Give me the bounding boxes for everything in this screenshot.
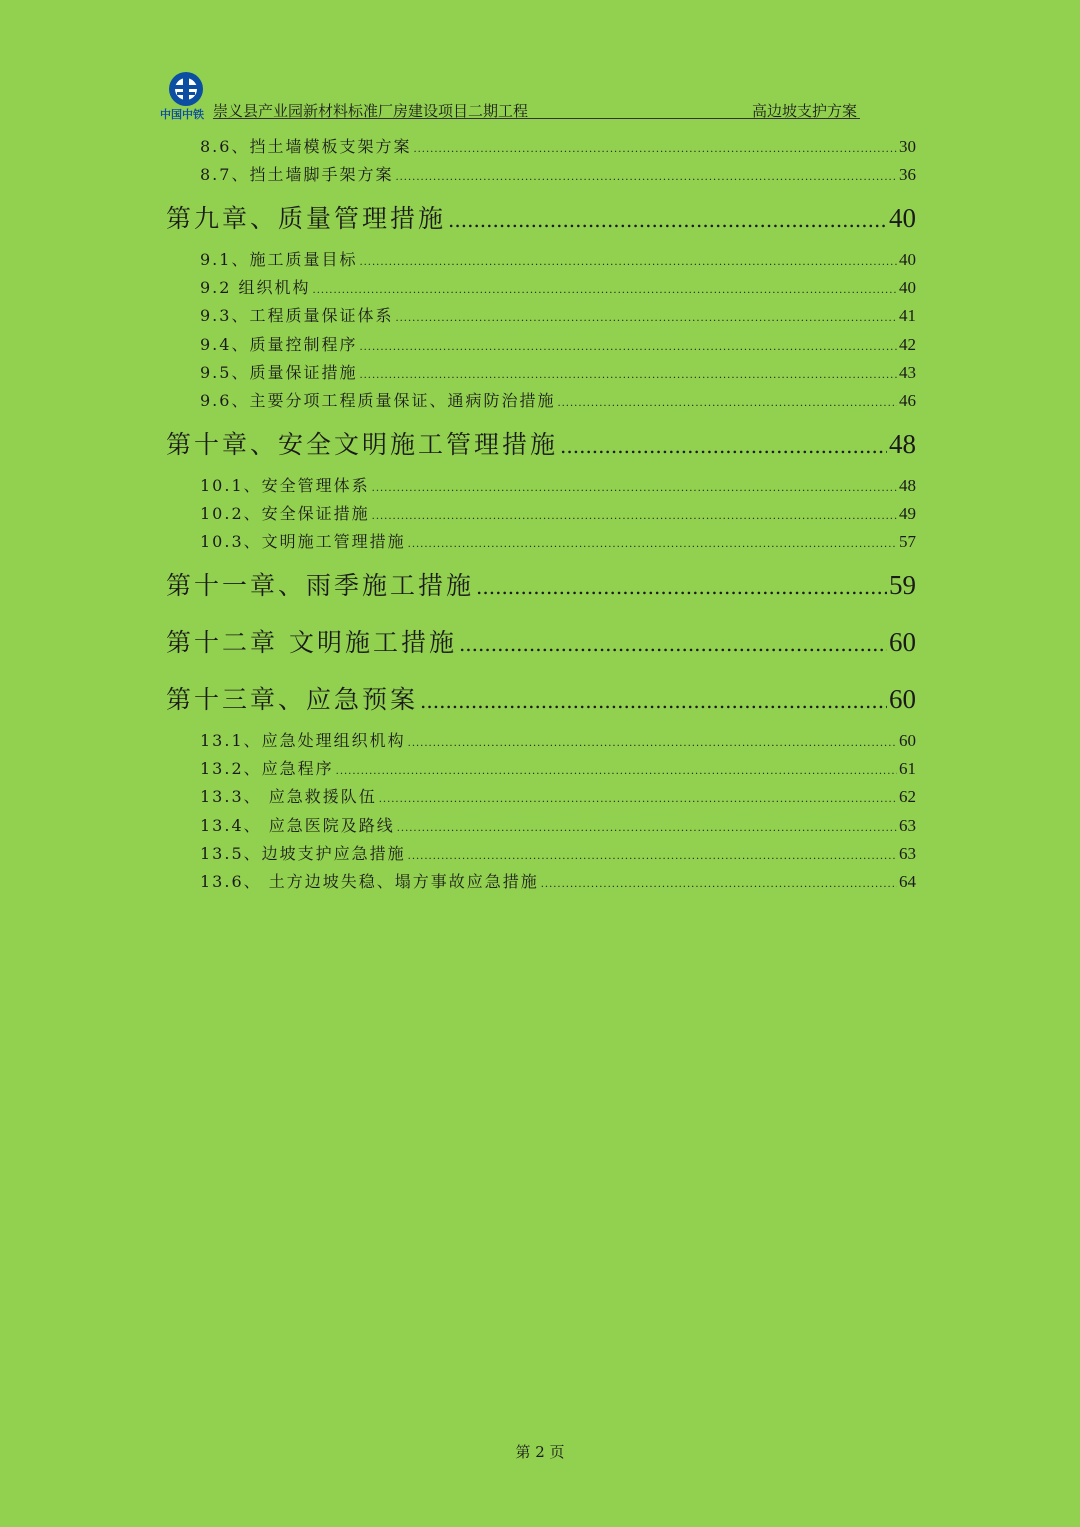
toc-entry-page: 43 (899, 363, 916, 382)
toc-chapter-page: 60 (889, 627, 916, 657)
toc-leader-dots (313, 278, 897, 297)
toc-entry-page: 63 (899, 844, 916, 863)
document-title: 高边坡支护方案 (751, 102, 857, 120)
toc-chapter-title: 第十三章、应急预案 (166, 685, 419, 714)
toc-entry-page: 36 (899, 165, 916, 184)
toc-entry-page: 30 (899, 137, 916, 156)
toc-leader-dots (359, 363, 897, 382)
toc-entry-title: 13.1、应急处理组织机构 (200, 731, 406, 750)
toc-entry-page: 60 (899, 731, 916, 750)
toc-leader-dots (557, 391, 897, 410)
toc-leader-dots (413, 137, 897, 156)
toc-leader-dots (336, 759, 897, 778)
toc-leader-dots (459, 628, 887, 657)
toc-entry-13-4[interactable] (166, 813, 916, 836)
toc-chapter-11[interactable] (166, 566, 916, 602)
toc-entry-title: 9.4、质量控制程序 (200, 335, 358, 354)
page-header (160, 70, 860, 120)
toc-leader-dots (395, 165, 897, 184)
toc-entry-page: 40 (899, 278, 916, 297)
toc-leader-dots (359, 250, 897, 269)
toc-leader-dots (420, 685, 887, 714)
toc-entry-9-1[interactable] (166, 247, 916, 270)
toc-entry-title: 9.3、工程质量保证体系 (200, 306, 394, 325)
toc-entry-8-7[interactable] (166, 162, 916, 185)
toc-chapter-page: 59 (889, 570, 916, 600)
toc-entry-title: 9.5、质量保证措施 (200, 363, 358, 382)
toc-entry-10-3[interactable] (166, 529, 916, 552)
toc-leader-dots (359, 335, 897, 354)
toc-leader-dots (408, 844, 897, 863)
toc-chapter-12[interactable] (166, 623, 916, 659)
toc-chapter-9[interactable] (166, 199, 916, 235)
toc-entry-9-3[interactable] (166, 303, 916, 326)
header-divider (213, 118, 860, 119)
toc-entry-title: 9.2 组织机构 (200, 278, 311, 297)
toc-leader-dots (448, 204, 887, 233)
toc-leader-dots (372, 476, 897, 495)
toc-entry-10-2[interactable] (166, 501, 916, 524)
toc-entry-13-2[interactable] (166, 756, 916, 779)
toc-entry-title: 10.2、安全保证措施 (200, 504, 370, 523)
page-number-footer: 第 2 页 (515, 1443, 565, 1461)
toc-leader-dots (372, 504, 897, 523)
toc-entry-title: 8.7、挡土墙脚手架方案 (200, 165, 394, 184)
toc-chapter-page: 40 (889, 203, 916, 233)
toc-entry-10-1[interactable] (166, 473, 916, 496)
toc-entry-9-2[interactable] (166, 275, 916, 298)
toc-entry-page: 61 (899, 759, 916, 778)
toc-entry-8-6[interactable] (166, 134, 916, 157)
toc-entry-9-4[interactable] (166, 332, 916, 355)
toc-entry-title: 13.5、边坡支护应急措施 (200, 844, 406, 863)
toc-chapter-title: 第十二章 文明施工措施 (166, 628, 457, 657)
toc-chapter-title: 第十一章、雨季施工措施 (166, 571, 475, 600)
toc-chapter-title: 第十章、安全文明施工管理措施 (166, 430, 559, 459)
toc-entry-title: 13.2、应急程序 (200, 759, 334, 778)
toc-leader-dots (560, 430, 887, 459)
toc-entry-page: 57 (899, 532, 916, 551)
toc-entry-title: 13.4、 应急医院及路线 (200, 816, 395, 835)
toc-chapter-title: 第九章、质量管理措施 (166, 204, 447, 233)
toc-entry-page: 42 (899, 335, 916, 354)
toc-chapter-10[interactable] (166, 425, 916, 461)
project-title: 崇义县产业园新材料标准厂房建设项目二期工程 (213, 102, 529, 120)
toc-leader-dots (397, 816, 897, 835)
toc-entry-title: 10.1、安全管理体系 (200, 476, 370, 495)
toc-leader-dots (408, 731, 897, 750)
toc-entry-title: 9.1、施工质量目标 (200, 250, 358, 269)
toc-entry-page: 48 (899, 476, 916, 495)
toc-entry-13-6[interactable] (166, 869, 916, 892)
toc-leader-dots (541, 872, 897, 891)
toc-chapter-13[interactable] (166, 680, 916, 716)
toc-entry-page: 49 (899, 504, 916, 523)
toc-entry-title: 13.3、 应急救援队伍 (200, 787, 377, 806)
toc-entry-page: 62 (899, 787, 916, 806)
toc-chapter-page: 48 (889, 429, 916, 459)
toc-entry-13-1[interactable] (166, 728, 916, 751)
toc-entry-title: 13.6、 土方边坡失稳、塌方事故应急措施 (200, 872, 539, 891)
toc-entry-page: 46 (899, 391, 916, 410)
toc-leader-dots (395, 306, 897, 325)
toc-leader-dots (476, 571, 887, 600)
toc-entry-page: 63 (899, 816, 916, 835)
toc-chapter-page: 60 (889, 684, 916, 714)
toc-entry-page: 41 (899, 306, 916, 325)
logo-text: 中国中铁 (160, 108, 204, 121)
toc-entry-9-5[interactable] (166, 360, 916, 383)
toc-entry-9-6[interactable] (166, 388, 916, 411)
toc-entry-page: 64 (899, 872, 916, 891)
toc-entry-13-3[interactable] (166, 784, 916, 807)
toc-entry-title: 8.6、挡土墙模板支架方案 (200, 137, 412, 156)
toc-leader-dots (379, 787, 897, 806)
toc-entry-title: 10.3、文明施工管理措施 (200, 532, 406, 551)
toc-leader-dots (408, 532, 897, 551)
toc-entry-page: 40 (899, 250, 916, 269)
toc-entry-13-5[interactable] (166, 841, 916, 864)
toc-entry-title: 9.6、主要分项工程质量保证、通病防治措施 (200, 391, 556, 410)
